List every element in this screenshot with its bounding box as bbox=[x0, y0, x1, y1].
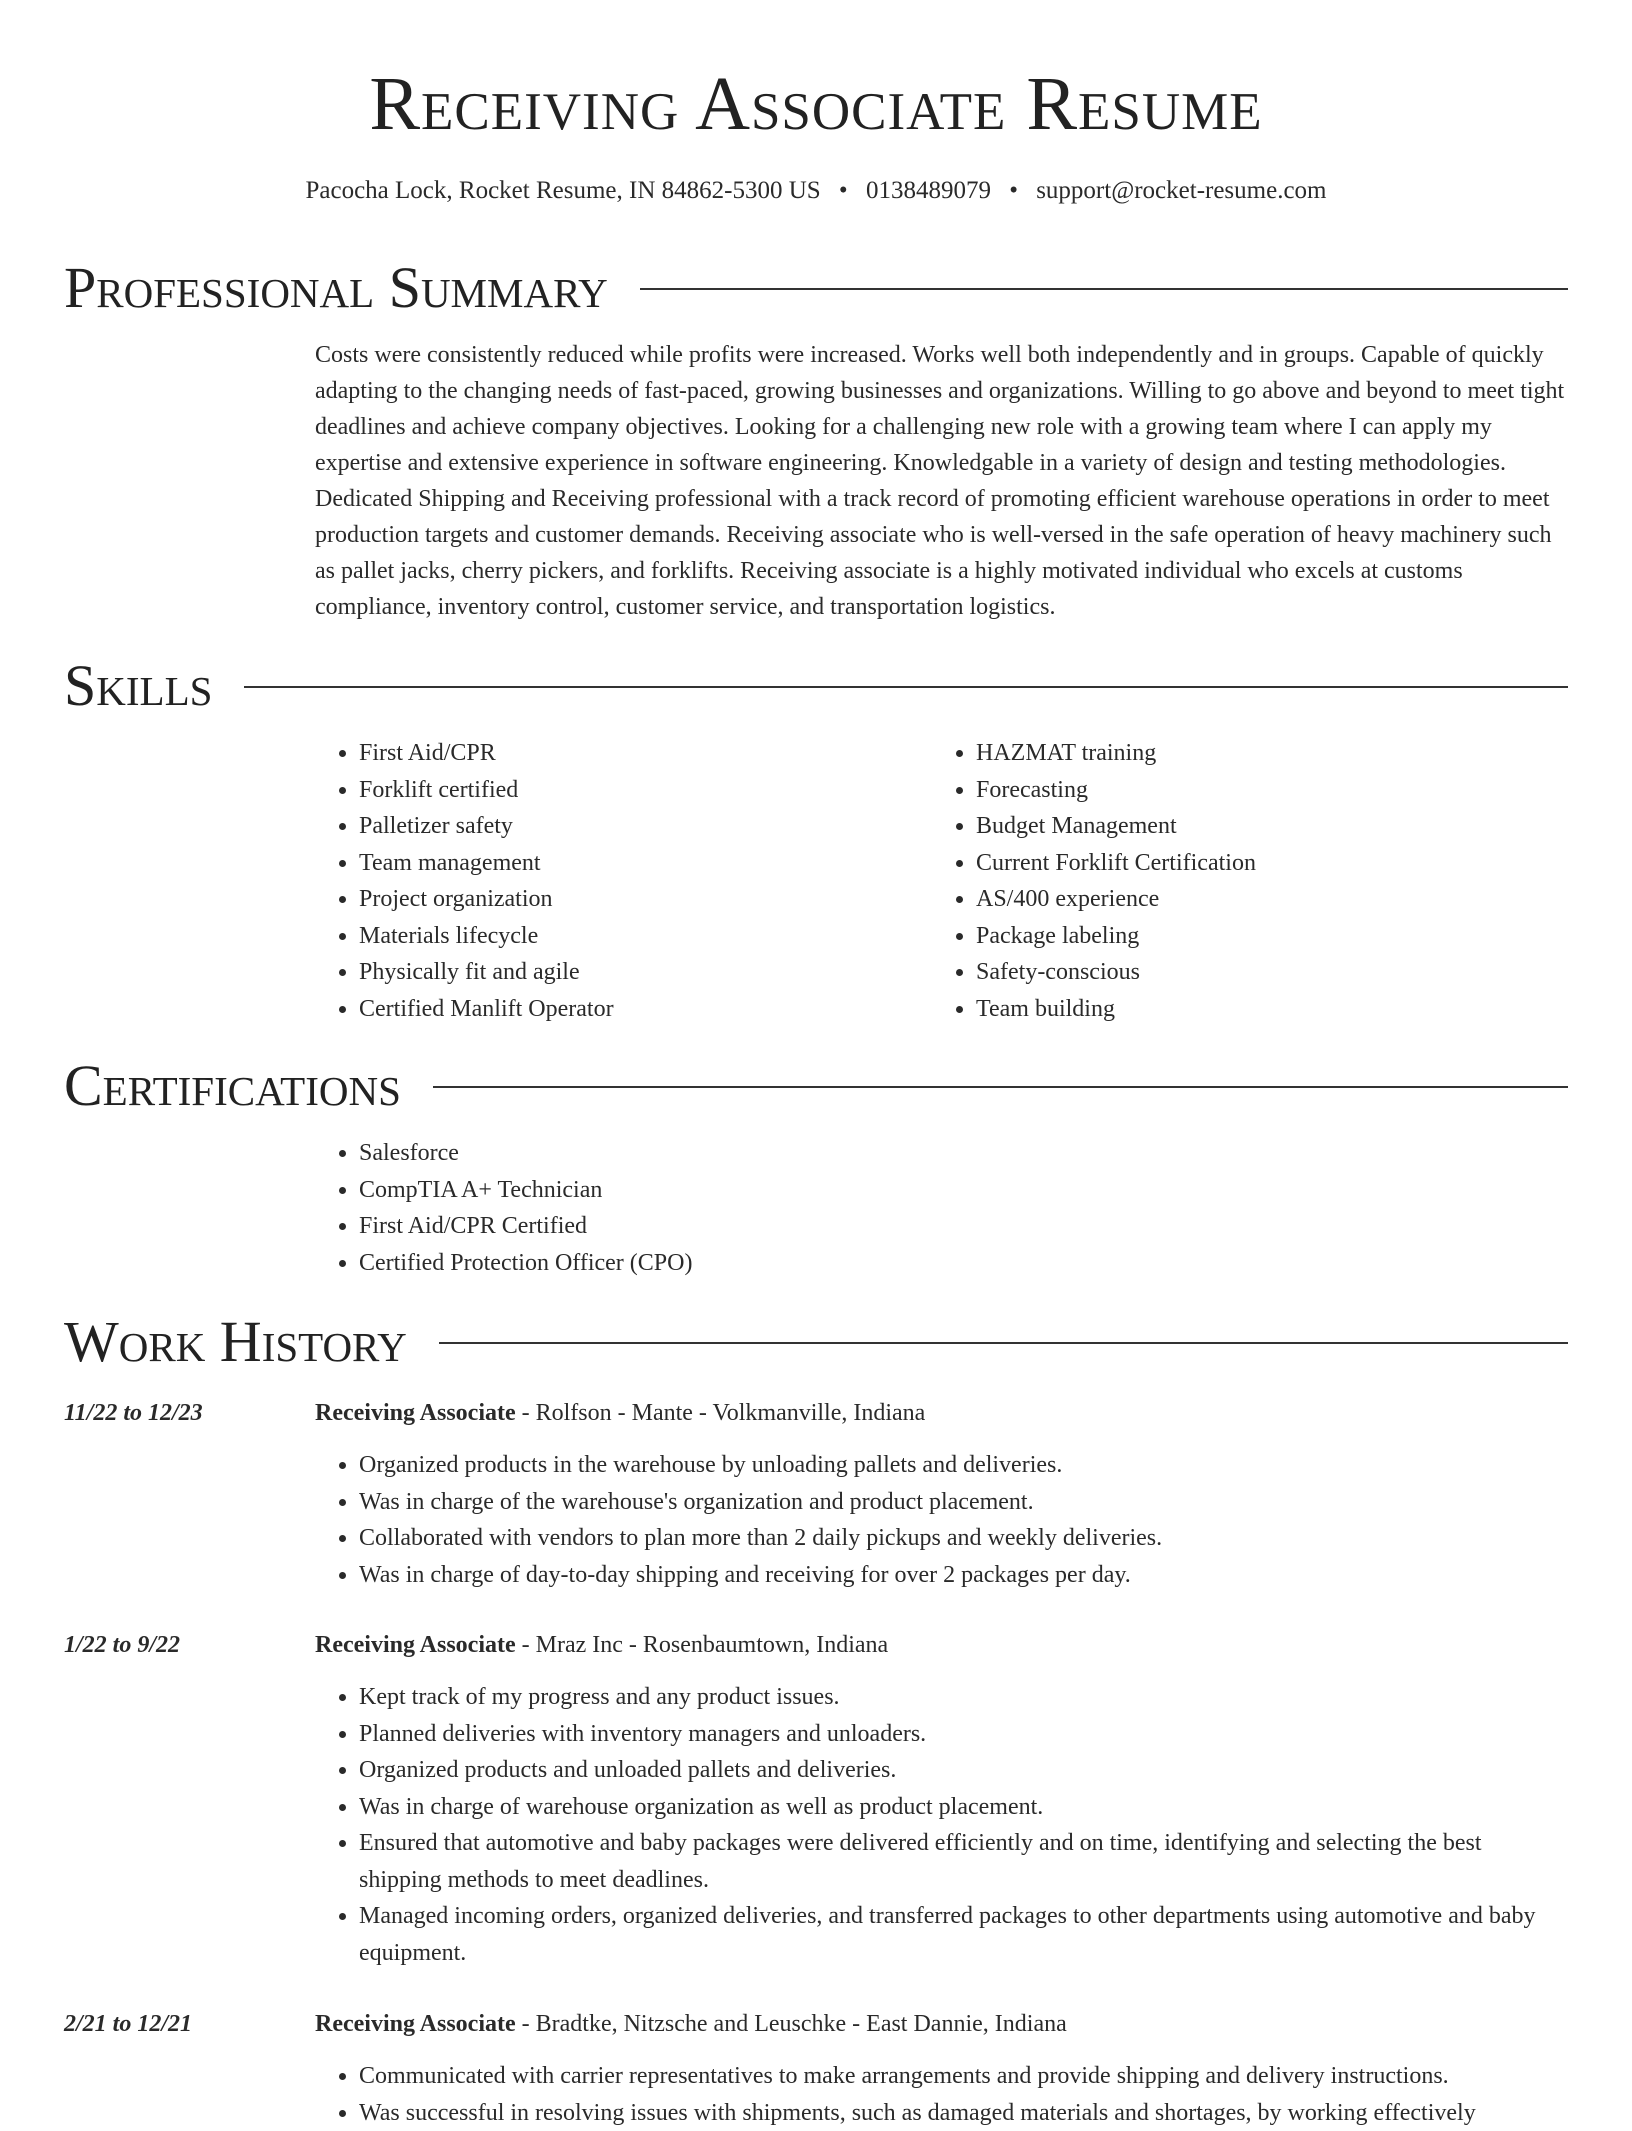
job-employer: - Mraz Inc - Rosenbaumtown, Indiana bbox=[516, 1632, 889, 1658]
resume-page bbox=[64, 0, 1568, 150]
job-duty-item: • Ensured that automotive and baby packages were delivered efficiently and on time, identifying and selecting the best shipping methods to meet deadlines. bbox=[359, 1825, 1568, 1898]
job-duties-list bbox=[315, 1679, 1568, 1971]
resume-title: Receiving Associate Resume bbox=[64, 0, 1568, 150]
job-duty-item: • Collaborated with vendors to plan more than 2 daily pickups and weekly deliveries. bbox=[359, 1520, 1568, 1557]
certifications-section-header bbox=[64, 1054, 1568, 1118]
job-heading bbox=[315, 2006, 1067, 2042]
certifications-heading: Certifications bbox=[64, 1054, 401, 1118]
skill-item: • Physically fit and agile bbox=[359, 954, 915, 991]
skills-column-left bbox=[315, 735, 915, 1027]
contact-line bbox=[64, 174, 1568, 208]
skills-list-right bbox=[932, 735, 1532, 1027]
skills-column-right bbox=[932, 735, 1532, 1027]
certifications-column bbox=[315, 1135, 1315, 1281]
skill-item: • Budget Management bbox=[976, 808, 1532, 845]
job-duty-item: • Organized products and unloaded pallets and deliveries. bbox=[359, 1752, 1568, 1789]
contact-separator: • bbox=[1009, 177, 1018, 204]
skills-heading: Skills bbox=[64, 654, 212, 718]
job-dates: 11/22 to 12/23 bbox=[64, 1395, 203, 1431]
work-heading: Work History bbox=[64, 1310, 407, 1374]
job-role: Receiving Associate bbox=[315, 1632, 516, 1658]
contact-phone: 0138489079 bbox=[866, 177, 991, 204]
skills-list-left bbox=[315, 735, 915, 1027]
skill-item: • Forklift certified bbox=[359, 772, 915, 809]
job-role: Receiving Associate bbox=[315, 1400, 516, 1426]
certifications-list bbox=[315, 1135, 1315, 1281]
skill-item: • Certified Manlift Operator bbox=[359, 991, 915, 1028]
job-duties-list bbox=[315, 1447, 1568, 1593]
section-divider bbox=[433, 1086, 1568, 1088]
job-duty-item: • Was in charge of the warehouse's organization and product placement. bbox=[359, 1484, 1568, 1521]
contact-separator: • bbox=[839, 177, 848, 204]
contact-email: support@rocket-resume.com bbox=[1036, 177, 1326, 204]
section-divider bbox=[640, 288, 1568, 290]
skill-item: • Palletizer safety bbox=[359, 808, 915, 845]
job-role: Receiving Associate bbox=[315, 2011, 516, 2037]
section-divider bbox=[439, 1342, 1568, 1344]
job-dates: 1/22 to 9/22 bbox=[64, 1627, 180, 1663]
job-duties bbox=[315, 1447, 1568, 1593]
job-duty-item: • Was in charge of day-to-day shipping and receiving for over 2 packages per day. bbox=[359, 1557, 1568, 1594]
skill-item: • Forecasting bbox=[976, 772, 1532, 809]
job-duty-item: • Kept track of my progress and any product issues. bbox=[359, 1679, 1568, 1716]
certification-item: • First Aid/CPR Certified bbox=[359, 1208, 1315, 1245]
skill-item: • Materials lifecycle bbox=[359, 918, 915, 955]
job-employer: - Bradtke, Nitzsche and Leuschke - East Dannie, Indiana bbox=[516, 2011, 1067, 2037]
contact-address: Pacocha Lock, Rocket Resume, IN 84862-5300 US bbox=[305, 177, 820, 204]
certification-item: • Salesforce bbox=[359, 1135, 1315, 1172]
job-duty-item: • Communicated with carrier representatives to make arrangements and provide shipping and delivery instructions. bbox=[359, 2058, 1568, 2095]
job-duties bbox=[315, 2058, 1568, 2131]
certification-item: • Certified Protection Officer (CPO) bbox=[359, 1245, 1315, 1282]
work-section-header bbox=[64, 1310, 1568, 1374]
job-duties bbox=[315, 1679, 1568, 1971]
job-heading bbox=[315, 1627, 888, 1663]
skills-section-header bbox=[64, 654, 1568, 718]
summary-heading: Professional Summary bbox=[64, 256, 608, 320]
section-divider bbox=[244, 686, 1568, 688]
summary-text: Costs were consistently reduced while profits were increased. Works well both independently and in groups. Capable of quickly adapting to the changing needs of fast-paced, growing businesses and organizations. Willing to go above and beyond to meet tight deadlines and achieve company objectives. Looking for a challenging new role with a growing team where I can apply my expertise and extensive experience in software engineering. Knowledgable in a variety of design and testing methodologies. Dedicated Shipping and Receiving professional with a track record of promoting efficient warehouse operations in order to meet production targets and customer demands. Receiving associate who is well-versed in the safe operation of heavy machinery such as pallet jacks, cherry pickers, and forklifts. Receiving associate is a highly motivated individual who excels at customs compliance, inventory control, customer service, and transportation logistics. bbox=[315, 337, 1568, 625]
job-duty-item: • Planned deliveries with inventory managers and unloaders. bbox=[359, 1716, 1568, 1753]
job-duty-item: • Was successful in resolving issues with shipments, such as damaged materials and shortages, by working effectively bbox=[359, 2095, 1568, 2131]
summary-section-header bbox=[64, 256, 1568, 320]
skill-item: • Team management bbox=[359, 845, 915, 882]
skill-item: • Safety-conscious bbox=[976, 954, 1532, 991]
job-heading bbox=[315, 1395, 925, 1431]
skill-item: • First Aid/CPR bbox=[359, 735, 915, 772]
skill-item: • AS/400 experience bbox=[976, 881, 1532, 918]
skill-item: • Current Forklift Certification bbox=[976, 845, 1532, 882]
job-duty-item: • Managed incoming orders, organized deliveries, and transferred packages to other departments using automotive and baby equipment. bbox=[359, 1898, 1568, 1971]
job-duties-list bbox=[315, 2058, 1568, 2131]
certification-item: • CompTIA A+ Technician bbox=[359, 1172, 1315, 1209]
job-employer: - Rolfson - Mante - Volkmanville, Indiana bbox=[516, 1400, 926, 1426]
skill-item: • Package labeling bbox=[976, 918, 1532, 955]
skill-item: • Project organization bbox=[359, 881, 915, 918]
job-dates: 2/21 to 12/21 bbox=[64, 2006, 192, 2042]
skill-item: • HAZMAT training bbox=[976, 735, 1532, 772]
job-duty-item: • Organized products in the warehouse by unloading pallets and deliveries. bbox=[359, 1447, 1568, 1484]
job-duty-item: • Was in charge of warehouse organization as well as product placement. bbox=[359, 1789, 1568, 1826]
skill-item: • Team building bbox=[976, 991, 1532, 1028]
